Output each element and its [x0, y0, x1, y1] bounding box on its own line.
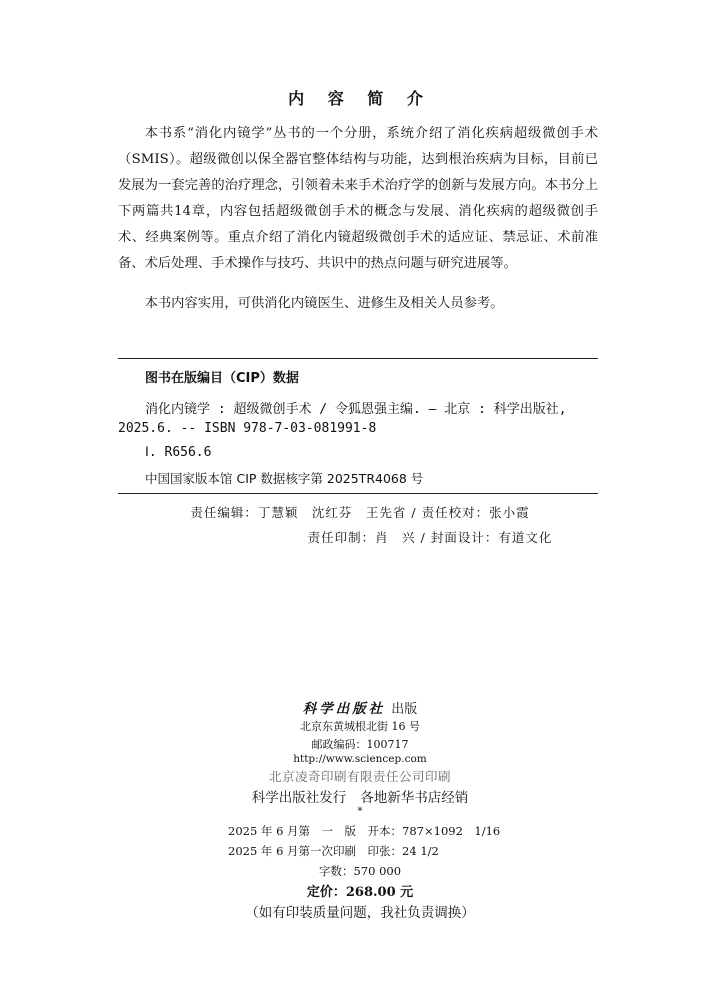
return-note: （如有印装质量问题，我社负责调换） — [245, 905, 475, 921]
cip-line-4: 中国国家版本馆 CIP 数据核字第 2025TR4068 号 — [145, 471, 424, 486]
cip-line-3: Ⅰ. R656.6 — [145, 445, 212, 460]
separator-star: * — [357, 806, 363, 817]
edition-line: 2025 年 6 月第 一 版 开本：787×1092 1/16 — [228, 824, 501, 838]
printer-line: 北京凌奇印刷有限责任公司印刷 — [268, 769, 451, 784]
word-count: 字数：570 000 — [318, 864, 402, 878]
intro-paragraph-2: 本书内容实用，可供消化内镜医生、进修生及相关人员参考。 — [144, 296, 504, 311]
distribution-line — [0, 786, 720, 806]
printing-line: 2025 年 6 月第一次印刷 印张：24 1/2 — [228, 844, 439, 858]
publisher-logo: 科学出版社 — [302, 701, 386, 717]
publisher-address: 北京东黄城根北街 16 号 — [300, 720, 420, 733]
publisher-url: http://www.sciencep.com — [293, 753, 427, 765]
cip-top-rule — [118, 358, 598, 359]
editors-line: 责任编辑：丁慧颖 沈红芬 王先省 / 责任校对：张小霞 — [190, 505, 530, 520]
publisher-zip: 邮政编码：100717 — [311, 738, 409, 751]
production-line: 责任印制：肖 兴 / 封面设计：有道文化 — [307, 530, 553, 545]
cip-line-1: 消化内镜学 : 超级微创手术 / 令狐恩强主编. — 北京 : 科学出版社, — [145, 402, 567, 417]
seller: 各地新华书店经销 — [360, 790, 469, 806]
price: 定价：268.00 元 — [306, 885, 414, 900]
intro-title: 内 容 简 介 — [288, 89, 432, 108]
publisher-suffix: 出版 — [391, 702, 418, 717]
cip-line-2: 2025.6. -- ISBN 978-7-03-081991-8 — [118, 421, 377, 436]
cip-heading: 图书在版编目（CIP）数据 — [145, 371, 299, 386]
distributor: 科学出版社发行 — [251, 790, 347, 806]
cip-bottom-rule — [118, 493, 598, 494]
publisher-line — [0, 697, 720, 717]
intro-paragraph-1: 本书系“消化内镜学”丛书的一个分册，系统介绍了消化疾病超级微创手术（SMIS）。超级微创以保全器官整体结构与功能，达到根治疾病为目标，目前已发展为一套完善的治疗理念，引领着未来手术治疗学的创新与发展方向。本书分上下两篇共14章，内容包括超级微创手术的概念与发展、消化疾病的超级微创手术、经典案例等。重点介绍了消化内镜超级微创手术的适应证、禁忌证、术前准备、术后处理、手术操作与技巧、共识中的热点问题与研究进展等。 — [118, 126, 598, 271]
